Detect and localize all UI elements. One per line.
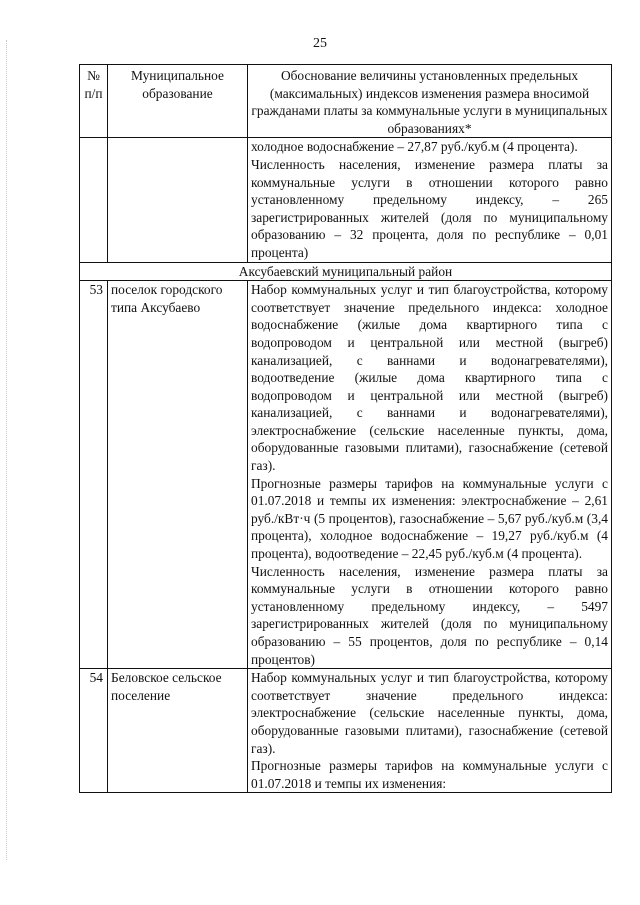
row-municipality: поселок городского типа Аксубаево — [108, 281, 248, 669]
justification-paragraph: Прогнозные размеры тарифов на коммунальные услуги с 01.07.2018 и темпы их изменения: электроснабжение – 2,61 руб./кВт·ч (5 процентов), газоснабжение – 5,67 руб./куб.м (3,4 процента), холодное водоснабжение – 19,27 руб./куб.м (4 процента), водоотведение – 22,45 руб./куб.м (4 процента). — [251, 475, 608, 562]
binding-margin-dots — [6, 40, 8, 860]
continuation-num-cell — [80, 138, 108, 262]
row-justification — [248, 281, 612, 669]
continuation-paragraph: холодное водоснабжение – 27,87 руб./куб.м (4 процента). — [251, 139, 578, 155]
table-row — [80, 281, 612, 669]
continuation-municipality-cell — [108, 138, 248, 262]
header-justification: Обоснование величины установленных предельных (максимальных) индексов изменения размера вносимой гражданами платы за коммунальные услуги в муниципальных образованиях* — [248, 65, 612, 138]
table-row — [80, 669, 612, 793]
table-header-row — [80, 65, 612, 138]
row-municipality: Беловское сельское поселение — [108, 669, 248, 793]
header-municipality: Муниципальное образование — [108, 65, 248, 138]
justification-paragraph: Численность населения, изменение размера платы за коммунальные услуги в отношении которого равно установленному предельному индексу, – 5497 зарегистрированных жителей (доля по муниципальному образованию – 55 процентов, доля по республике – 0,14 процентов) — [251, 563, 608, 667]
row-justification — [248, 669, 612, 793]
row-number: 54 — [80, 669, 108, 793]
page-number: 25 — [313, 36, 327, 51]
district-row — [80, 262, 612, 281]
header-num: № п/п — [80, 65, 108, 138]
district-name: Аксубаевский муниципальный район — [80, 262, 612, 281]
tariff-table — [79, 64, 612, 793]
row-number: 53 — [80, 281, 108, 669]
justification-paragraph: Набор коммунальных услуг и тип благоустройства, которому соответствует значение предельного индекса: холодное водоснабжение (жилые дома квартирного типа с водопроводом и центральной или местной (выгреб) канализацией, с ваннами и водонагревателями), водоотведение (жилые дома квартирного типа с водопроводом и центральной или местной (выгреб) канализацией, с ваннами и водонагревателями), электроснабжение (сельские населенные пункты, дома, оборудованные газовыми плитами), газоснабжение (сетевой газ). — [251, 282, 608, 474]
justification-paragraph: Набор коммунальных услуг и тип благоустройства, которому соответствует значение предельного индекса: электроснабжение (сельские населенные пункты, дома, оборудованные газовыми плитами), газоснабжение (сетевой газ). — [251, 670, 608, 756]
continuation-text-cell — [248, 138, 612, 262]
continuation-paragraph: Численность населения, изменение размера платы за коммунальные услуги в отношении которого равно установленному предельному индексу, – 265 зарегистрированных жителей (доля по муниципальному образованию – 32 процента, доля по республике – 0,01 процента) — [251, 156, 608, 260]
justification-paragraph: Прогнозные размеры тарифов на коммунальные услуги с 01.07.2018 и темпы их изменения: — [251, 758, 608, 791]
continuation-row — [80, 138, 612, 262]
